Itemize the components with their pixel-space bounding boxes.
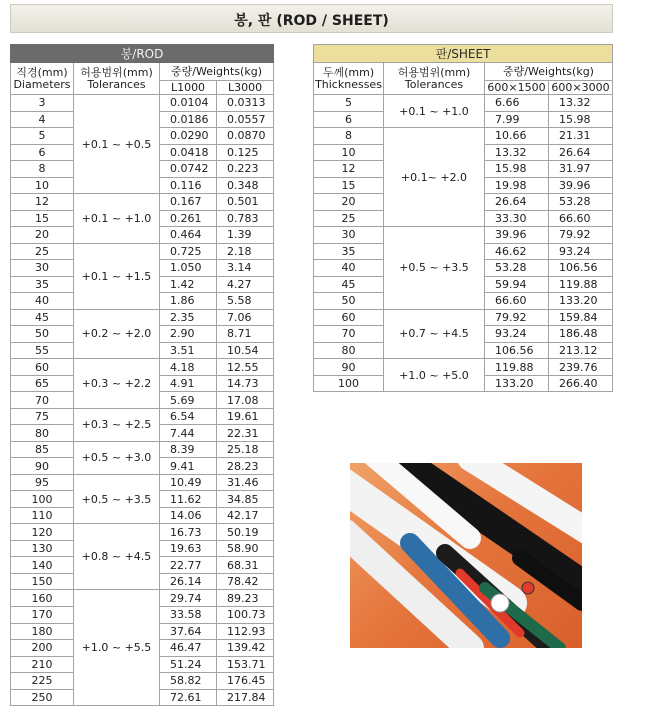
rod-weight-b-cell: 0.125 (217, 144, 274, 161)
rod-size-cell: 80 (11, 425, 74, 442)
rod-size-cell: 130 (11, 540, 74, 557)
rod-size-cell: 75 (11, 408, 74, 425)
sheet-weight-b-cell: 239.76 (549, 359, 613, 376)
rod-weight-b-cell: 0.0870 (217, 128, 274, 145)
sheet-size-cell: 20 (314, 194, 384, 211)
rod-size-cell: 6 (11, 144, 74, 161)
rod-table-body (11, 95, 274, 706)
rod-weight-a-cell: 37.64 (160, 623, 217, 640)
sheet-weight-b-cell: 21.31 (549, 128, 613, 145)
rod-weight-b-cell: 0.0313 (217, 95, 274, 112)
rod-weight-b-cell: 22.31 (217, 425, 274, 442)
rod-size-cell: 4 (11, 111, 74, 128)
rod-weight-b-cell: 217.84 (217, 689, 274, 706)
rod-tolerance-cell: +1.0 ~ +5.5 (74, 590, 160, 706)
rod-weight-b-cell: 3.14 (217, 260, 274, 277)
sheet-col-600x3000: 600×3000 (549, 81, 613, 95)
sheet-weights-header: 중량/Weights(kg) (485, 63, 613, 81)
rod-tolerance-cell: +0.5 ~ +3.5 (74, 474, 160, 524)
rod-size-cell: 200 (11, 640, 74, 657)
rod-size-cell: 65 (11, 375, 74, 392)
rod-weight-a-cell: 2.90 (160, 326, 217, 343)
rod-tolerance-header (74, 63, 160, 95)
sheet-table-row (314, 359, 613, 376)
rod-weight-b-cell: 19.61 (217, 408, 274, 425)
rod-size-cell: 3 (11, 95, 74, 112)
rod-weight-b-cell: 28.23 (217, 458, 274, 475)
rod-weight-b-cell: 1.39 (217, 227, 274, 244)
sheet-weight-b-cell: 213.12 (549, 342, 613, 359)
sheet-size-cell: 70 (314, 326, 384, 343)
sheet-thickness-header (314, 63, 384, 95)
rod-weight-b-cell: 100.73 (217, 606, 274, 623)
rod-weight-a-cell: 0.0418 (160, 144, 217, 161)
rod-weight-a-cell: 29.74 (160, 590, 217, 607)
sheet-weight-a-cell: 26.64 (485, 194, 549, 211)
rod-weight-a-cell: 0.0290 (160, 128, 217, 145)
rod-weight-a-cell: 4.91 (160, 375, 217, 392)
rod-size-cell: 55 (11, 342, 74, 359)
sheet-weight-a-cell: 66.60 (485, 293, 549, 310)
sheet-weight-b-cell: 13.32 (549, 95, 613, 112)
rod-tolerance-cell: +0.5 ~ +3.0 (74, 441, 160, 474)
rod-table-row (11, 194, 274, 211)
sheet-size-cell: 45 (314, 276, 384, 293)
sheet-table-row (314, 227, 613, 244)
rod-table-row (11, 408, 274, 425)
rod-weight-b-cell: 12.55 (217, 359, 274, 376)
rod-weight-b-cell: 139.42 (217, 640, 274, 657)
rod-weight-a-cell: 5.69 (160, 392, 217, 409)
rod-size-cell: 70 (11, 392, 74, 409)
sheet-weight-a-cell: 19.98 (485, 177, 549, 194)
rod-size-cell: 40 (11, 293, 74, 310)
rod-weight-a-cell: 0.167 (160, 194, 217, 211)
sheet-table-row (314, 309, 613, 326)
rod-weight-a-cell: 22.77 (160, 557, 217, 574)
rod-size-cell: 45 (11, 309, 74, 326)
sheet-weight-a-cell: 10.66 (485, 128, 549, 145)
rod-weight-a-cell: 4.18 (160, 359, 217, 376)
rod-weight-b-cell: 58.90 (217, 540, 274, 557)
rod-weight-a-cell: 14.06 (160, 507, 217, 524)
rod-weight-b-cell: 2.18 (217, 243, 274, 260)
sheet-size-cell: 30 (314, 227, 384, 244)
rod-weights-header: 중량/Weights(kg) (160, 63, 274, 81)
rod-weight-b-cell: 0.348 (217, 177, 274, 194)
sheet-weight-b-cell: 159.84 (549, 309, 613, 326)
rod-weight-a-cell: 1.050 (160, 260, 217, 277)
rod-size-cell: 180 (11, 623, 74, 640)
rod-weight-b-cell: 7.06 (217, 309, 274, 326)
sheet-tolerance-header (384, 63, 485, 95)
sheet-weight-b-cell: 93.24 (549, 243, 613, 260)
sheet-size-cell: 10 (314, 144, 384, 161)
sheet-weight-b-cell: 106.56 (549, 260, 613, 277)
rod-table-row (11, 95, 274, 112)
rod-diameter-header-ko: 직경(mm) (16, 65, 68, 79)
rod-weight-a-cell: 1.42 (160, 276, 217, 293)
rod-weight-b-cell: 10.54 (217, 342, 274, 359)
rod-weight-a-cell: 0.464 (160, 227, 217, 244)
sheet-size-cell: 40 (314, 260, 384, 277)
sheet-weight-b-cell: 119.88 (549, 276, 613, 293)
rod-size-cell: 110 (11, 507, 74, 524)
rod-weight-b-cell: 153.71 (217, 656, 274, 673)
rod-size-cell: 95 (11, 474, 74, 491)
rod-tolerance-cell: +0.3 ~ +2.5 (74, 408, 160, 441)
sheet-weight-a-cell: 7.99 (485, 111, 549, 128)
rod-weight-b-cell: 31.46 (217, 474, 274, 491)
sheet-size-cell: 60 (314, 309, 384, 326)
rod-size-cell: 160 (11, 590, 74, 607)
sheet-tolerance-cell: +0.7 ~ +4.5 (384, 309, 485, 359)
sheet-weight-a-cell: 79.92 (485, 309, 549, 326)
rod-size-cell: 150 (11, 573, 74, 590)
rod-size-cell: 10 (11, 177, 74, 194)
sheet-size-cell: 6 (314, 111, 384, 128)
rod-weight-a-cell: 46.47 (160, 640, 217, 657)
rod-table-row (11, 309, 274, 326)
rod-size-cell: 20 (11, 227, 74, 244)
rod-tolerance-cell: +0.2 ~ +2.0 (74, 309, 160, 359)
rod-size-cell: 8 (11, 161, 74, 178)
rod-size-cell: 140 (11, 557, 74, 574)
rod-weight-b-cell: 89.23 (217, 590, 274, 607)
rod-table-row (11, 474, 274, 491)
sheet-col-600x1500: 600×1500 (485, 81, 549, 95)
rod-size-cell: 120 (11, 524, 74, 541)
sheet-weight-b-cell: 39.96 (549, 177, 613, 194)
sheet-tolerance-cell: +0.1~ +2.0 (384, 128, 485, 227)
rod-weight-b-cell: 14.73 (217, 375, 274, 392)
rod-tolerance-cell: +0.8 ~ +4.5 (74, 524, 160, 590)
rod-weight-a-cell: 0.0742 (160, 161, 217, 178)
rod-weight-b-cell: 5.58 (217, 293, 274, 310)
sheet-weight-a-cell: 15.98 (485, 161, 549, 178)
rod-tolerance-header-ko: 허용범위(mm) (80, 65, 153, 79)
sheet-size-cell: 25 (314, 210, 384, 227)
rod-size-cell: 85 (11, 441, 74, 458)
rod-table-row (11, 441, 274, 458)
rod-size-cell: 12 (11, 194, 74, 211)
rod-tolerance-cell: +0.3 ~ +2.2 (74, 359, 160, 409)
rod-weight-b-cell: 25.18 (217, 441, 274, 458)
sheet-size-cell: 8 (314, 128, 384, 145)
rod-table (10, 44, 274, 706)
rod-weight-a-cell: 26.14 (160, 573, 217, 590)
sheet-weight-a-cell: 53.28 (485, 260, 549, 277)
rod-size-cell: 35 (11, 276, 74, 293)
sheet-weight-b-cell: 15.98 (549, 111, 613, 128)
rod-weight-a-cell: 3.51 (160, 342, 217, 359)
sheet-weight-b-cell: 79.92 (549, 227, 613, 244)
rod-weight-b-cell: 0.0557 (217, 111, 274, 128)
rod-weight-a-cell: 58.82 (160, 673, 217, 690)
rod-size-cell: 60 (11, 359, 74, 376)
rod-weight-b-cell: 112.93 (217, 623, 274, 640)
sheet-tolerance-header-ko: 허용범위(mm) (397, 65, 471, 79)
rod-size-cell: 30 (11, 260, 74, 277)
rod-size-cell: 90 (11, 458, 74, 475)
sheet-weight-a-cell: 39.96 (485, 227, 549, 244)
sheet-weight-b-cell: 186.48 (549, 326, 613, 343)
sheet-tolerance-cell: +0.1 ~ +1.0 (384, 95, 485, 128)
sheet-table-row (314, 95, 613, 112)
rod-weight-b-cell: 0.501 (217, 194, 274, 211)
sheet-size-cell: 35 (314, 243, 384, 260)
sheet-weight-b-cell: 31.97 (549, 161, 613, 178)
rod-weight-b-cell: 0.783 (217, 210, 274, 227)
rod-weight-a-cell: 2.35 (160, 309, 217, 326)
sheet-weight-a-cell: 93.24 (485, 326, 549, 343)
rod-size-cell: 225 (11, 673, 74, 690)
rod-size-cell: 170 (11, 606, 74, 623)
sheet-thickness-header-ko: 두께(mm) (322, 65, 375, 79)
rod-weight-a-cell: 10.49 (160, 474, 217, 491)
rod-section-title: 봉/ROD (11, 45, 274, 63)
rod-table-row (11, 524, 274, 541)
rod-col-l3000: L3000 (217, 81, 274, 95)
sheet-weight-a-cell: 33.30 (485, 210, 549, 227)
rod-tolerance-cell: +0.1 ~ +1.5 (74, 243, 160, 309)
rod-weight-b-cell: 68.31 (217, 557, 274, 574)
sheet-thickness-header-en: Thicknesses (315, 77, 382, 91)
sheet-size-cell: 5 (314, 95, 384, 112)
rod-weight-b-cell: 78.42 (217, 573, 274, 590)
rod-diameter-header (11, 63, 74, 95)
sheet-table-body (314, 95, 613, 392)
rod-table-row (11, 243, 274, 260)
rod-tolerance-header-en: Tolerances (87, 77, 146, 91)
rod-weight-a-cell: 16.73 (160, 524, 217, 541)
rod-weight-a-cell: 9.41 (160, 458, 217, 475)
rod-weight-b-cell: 4.27 (217, 276, 274, 293)
rod-weight-a-cell: 0.0186 (160, 111, 217, 128)
sheet-size-cell: 100 (314, 375, 384, 392)
sheet-tolerance-header-en: Tolerances (404, 77, 464, 91)
rod-weight-a-cell: 11.62 (160, 491, 217, 508)
rod-weight-a-cell: 72.61 (160, 689, 217, 706)
rod-weight-b-cell: 17.08 (217, 392, 274, 409)
sheet-weight-a-cell: 13.32 (485, 144, 549, 161)
rod-tolerance-cell: +0.1 ~ +1.0 (74, 194, 160, 244)
page-title: 봉, 판 (ROD / SHEET) (234, 13, 389, 29)
rod-size-cell: 50 (11, 326, 74, 343)
rod-weight-b-cell: 42.17 (217, 507, 274, 524)
sheet-weight-b-cell: 266.40 (549, 375, 613, 392)
rod-weight-a-cell: 0.116 (160, 177, 217, 194)
sheet-size-cell: 50 (314, 293, 384, 310)
rod-size-cell: 15 (11, 210, 74, 227)
rod-weight-a-cell: 1.86 (160, 293, 217, 310)
rod-size-cell: 100 (11, 491, 74, 508)
sheet-weight-b-cell: 26.64 (549, 144, 613, 161)
rod-weight-b-cell: 8.71 (217, 326, 274, 343)
rod-size-cell: 210 (11, 656, 74, 673)
sheet-size-cell: 12 (314, 161, 384, 178)
rod-weight-a-cell: 33.58 (160, 606, 217, 623)
sheet-weight-a-cell: 119.88 (485, 359, 549, 376)
rod-weight-a-cell: 0.725 (160, 243, 217, 260)
rod-weight-b-cell: 0.223 (217, 161, 274, 178)
rod-weight-a-cell: 51.24 (160, 656, 217, 673)
rod-diameter-header-en: Diameters (13, 77, 71, 91)
rod-weight-a-cell: 6.54 (160, 408, 217, 425)
sheet-tolerance-cell: +0.5 ~ +3.5 (384, 227, 485, 310)
rod-weight-a-cell: 19.63 (160, 540, 217, 557)
rod-weight-b-cell: 50.19 (217, 524, 274, 541)
rods-illustration-icon (350, 463, 582, 648)
rod-col-l1000: L1000 (160, 81, 217, 95)
sheet-table (313, 44, 613, 392)
rod-size-cell: 5 (11, 128, 74, 145)
rod-weight-a-cell: 7.44 (160, 425, 217, 442)
rod-weight-b-cell: 34.85 (217, 491, 274, 508)
sheet-weight-b-cell: 66.60 (549, 210, 613, 227)
sheet-section-title: 판/SHEET (314, 45, 613, 63)
title-bar (10, 4, 613, 33)
sheet-size-cell: 15 (314, 177, 384, 194)
sheet-weight-a-cell: 59.94 (485, 276, 549, 293)
sheet-weight-a-cell: 106.56 (485, 342, 549, 359)
rod-weight-a-cell: 0.261 (160, 210, 217, 227)
plastic-rods-photo (350, 463, 582, 648)
rod-weight-a-cell: 0.0104 (160, 95, 217, 112)
sheet-table-row (314, 128, 613, 145)
sheet-weight-b-cell: 53.28 (549, 194, 613, 211)
rod-tolerance-cell: +0.1 ~ +0.5 (74, 95, 160, 194)
sheet-weight-a-cell: 6.66 (485, 95, 549, 112)
sheet-tolerance-cell: +1.0 ~ +5.0 (384, 359, 485, 392)
rod-table-row (11, 359, 274, 376)
rod-table-row (11, 590, 274, 607)
sheet-weight-a-cell: 133.20 (485, 375, 549, 392)
rod-size-cell: 250 (11, 689, 74, 706)
rod-size-cell: 25 (11, 243, 74, 260)
sheet-weight-a-cell: 46.62 (485, 243, 549, 260)
rod-weight-b-cell: 176.45 (217, 673, 274, 690)
sheet-weight-b-cell: 133.20 (549, 293, 613, 310)
sheet-size-cell: 80 (314, 342, 384, 359)
rod-weight-a-cell: 8.39 (160, 441, 217, 458)
sheet-size-cell: 90 (314, 359, 384, 376)
